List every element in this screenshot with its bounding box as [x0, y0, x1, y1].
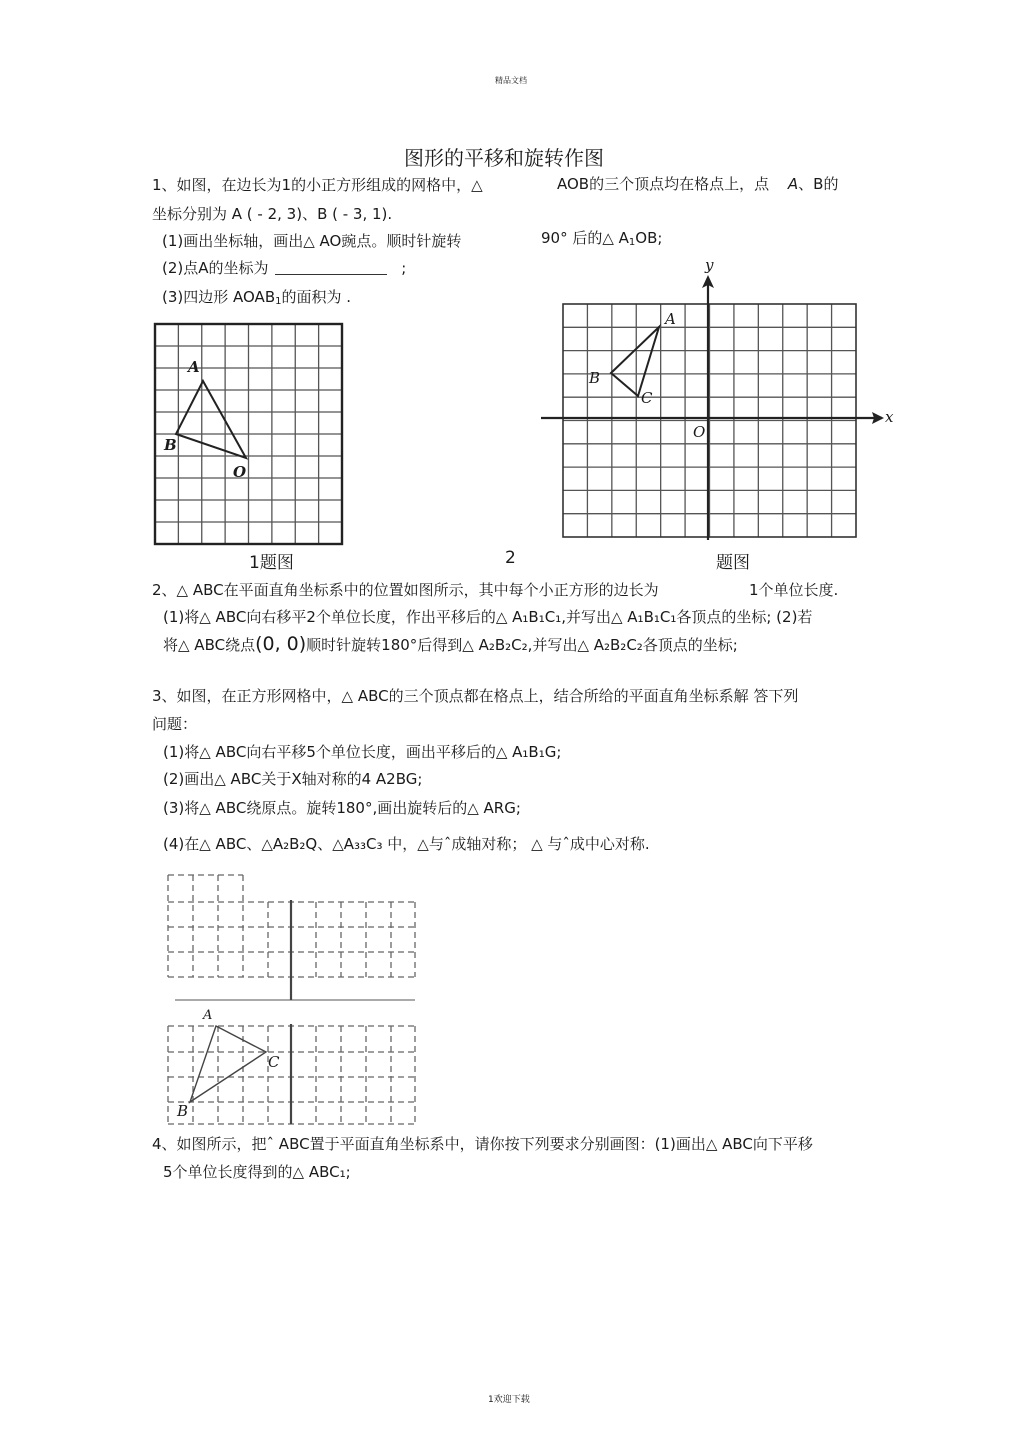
page-header: 精品文档 [495, 76, 527, 85]
fig3-label-b: B [177, 1102, 189, 1120]
fig2-label-c: C [641, 389, 653, 407]
q1-line2: 坐标分别为 A ( - 2, 3)、B ( - 3, 1). [152, 205, 393, 223]
q1-line1-right: AOB的三个顶点均在格点上，点 A、B的 [557, 175, 839, 193]
figure-2-caption: 题图 [716, 553, 750, 573]
answer-blank [275, 260, 387, 275]
q3-sub1: (1)将△ ABC向右平移5个单位长度，画出平移后的△ A₁B₁G; [163, 743, 562, 761]
fig2-label-origin: O [693, 423, 706, 441]
triangle-abc [611, 327, 659, 396]
q2-line2: (1)将△ ABC向右移平2个单位长度，作出平移后的△ A₁B₁C₁,并写出△ A₁B₁C₁各顶点的坐标; (2)若 [163, 608, 813, 626]
page-title: 图形的平移和旋转作图 [404, 146, 604, 170]
fig3-label-c: C [268, 1053, 280, 1071]
q1-sub3: (3)四边形 $AOAB_1$的面积为 . [162, 288, 352, 307]
figure-1-caption: 1题图 [249, 553, 294, 573]
figure-2-caption-number: 2 [505, 548, 516, 568]
q4-line2: 5个单位长度得到的△ ABC₁; [163, 1163, 351, 1181]
q2-line3: 将△ ABC绕点(0, 0)顺时针旋转180°后得到△ A₂B₂C₂,并写出△ A₂B₂C₂各顶点的坐标; [163, 633, 738, 655]
y-axis-arrow [702, 275, 714, 288]
q2-line1-left: 2、△ ABC在平面直角坐标系中的位置如图所示，其中每个小正方形的边长为 [152, 581, 659, 599]
q1-sub2: (2)点A的坐标为 ; [162, 259, 407, 277]
q1-sub1-right: 90° 后的△ $A_1OB$; [541, 229, 663, 248]
x-axis-arrow [872, 412, 884, 424]
q1-sub1-left: (1)画出坐标轴，画出△ AO豌点。顺时针旋转 [162, 232, 462, 250]
fig1-label-b: B [164, 436, 177, 454]
q1-line1-left: 1、如图，在边长为1的小正方形组成的网格中，△ [152, 176, 483, 194]
q3-sub3: (3)将△ ABC绕原点。旋转180°,画出旋转后的△ ARG; [163, 799, 521, 817]
triangle-aob [176, 381, 246, 458]
q3-line1: 3、如图，在正方形网格中，△ ABC的三个顶点都在格点上，结合所给的平面直角坐标系解 答下列 [152, 687, 799, 705]
fig2-label-y: y [705, 256, 714, 274]
fig1-label-o: O [233, 463, 247, 481]
fig2-label-a: A [665, 310, 676, 328]
fig3-triangle-abc [190, 1026, 266, 1102]
fig1-label-a: A [188, 358, 200, 376]
q2-line1-right: 1个单位长度. [749, 581, 839, 599]
q4-line1: 4、如图所示，把ˆ ABC置于平面直角坐标系中，请你按下列要求分别画图：(1)画出△ ABC向下平移 [152, 1135, 813, 1153]
fig2-label-x: x [885, 408, 894, 426]
page-footer: 1欢迎下载 [488, 1395, 530, 1405]
fig2-label-b: B [589, 369, 601, 387]
q3-sub2: (2)画出△ ABC关于X轴对称的4 A2BG; [163, 770, 423, 788]
q3-sub4: (4)在△ ABC、△A₂B₂Q、△A₃₃C₃ 中，△与ˆ成轴对称； △ 与ˆ成中心对称. [163, 835, 650, 853]
q3-line2: 问题： [152, 715, 198, 733]
fig3-label-a: A [203, 1008, 213, 1023]
